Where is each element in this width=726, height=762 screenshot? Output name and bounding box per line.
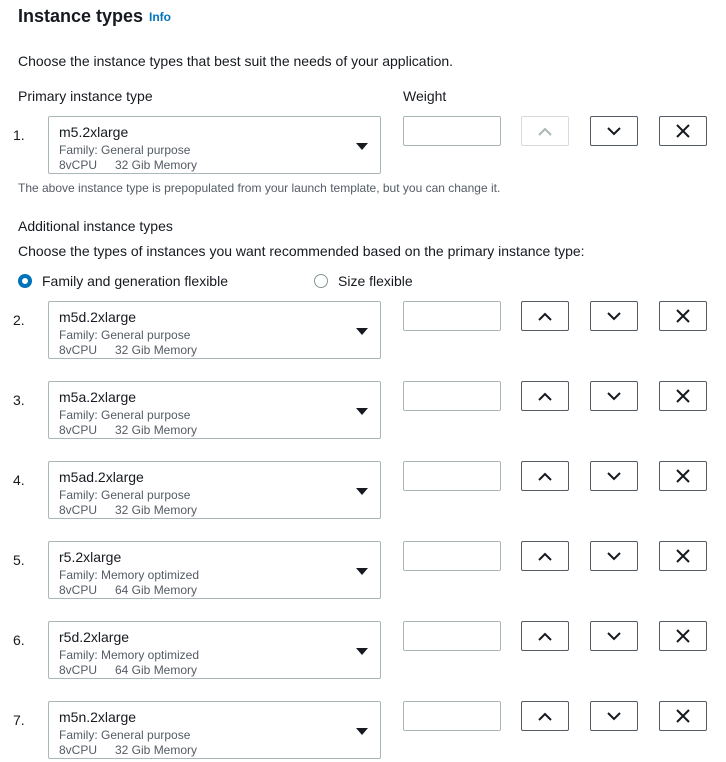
- chevron-up-icon: [538, 127, 552, 136]
- chevron-up-icon: [538, 392, 552, 401]
- row-number: 2.: [13, 312, 25, 328]
- instance-name: m5ad.2xlarge: [59, 469, 144, 485]
- chevron-down-icon: [607, 552, 621, 561]
- caret-down-icon: [356, 648, 368, 655]
- move-up-button[interactable]: [521, 381, 569, 411]
- row-number: 1.: [13, 127, 25, 143]
- instance-name: m5a.2xlarge: [59, 389, 137, 405]
- remove-button[interactable]: [659, 301, 707, 331]
- caret-down-icon: [356, 143, 368, 150]
- move-down-button[interactable]: [590, 701, 638, 731]
- radio-size-flexible[interactable]: [314, 274, 328, 288]
- close-icon: [676, 309, 690, 323]
- instance-memory: 64 Gib Memory: [115, 583, 198, 597]
- move-down-button[interactable]: [590, 381, 638, 411]
- instance-name: r5.2xlarge: [59, 549, 122, 565]
- radio-size-flexible-label[interactable]: Size flexible: [338, 273, 413, 289]
- instance-type-select[interactable]: [48, 621, 381, 679]
- remove-button[interactable]: [659, 701, 707, 731]
- instance-memory: 32 Gib Memory: [115, 743, 198, 757]
- instance-type-select[interactable]: [48, 701, 381, 759]
- close-icon: [676, 549, 690, 563]
- chevron-down-icon: [607, 127, 621, 136]
- prepopulated-hint: The above instance type is prepopulated from your launch template, but you can change it.: [18, 181, 501, 195]
- move-down-button[interactable]: [590, 541, 638, 571]
- weight-input[interactable]: [403, 541, 501, 571]
- row-number: 3.: [13, 392, 25, 408]
- primary-instance-label: Primary instance type: [18, 88, 153, 104]
- instance-family: Family: General purpose: [59, 143, 191, 157]
- instance-name: m5n.2xlarge: [59, 709, 137, 725]
- move-down-button[interactable]: [590, 621, 638, 651]
- close-icon: [676, 124, 690, 138]
- chevron-up-icon: [538, 312, 552, 321]
- chevron-up-icon: [538, 472, 552, 481]
- row-number: 6.: [13, 632, 25, 648]
- weight-input[interactable]: [403, 621, 501, 651]
- chevron-up-icon: [538, 552, 552, 561]
- instance-family: Family: Memory optimized: [59, 648, 200, 662]
- move-up-button[interactable]: [521, 701, 569, 731]
- weight-input[interactable]: [403, 701, 501, 731]
- instance-cpu: 8vCPU: [59, 423, 98, 437]
- instance-name: r5d.2xlarge: [59, 629, 130, 645]
- move-down-button[interactable]: [590, 461, 638, 491]
- row-number: 5.: [13, 552, 25, 568]
- weight-input[interactable]: [403, 116, 501, 146]
- close-icon: [676, 629, 690, 643]
- instance-family: Family: General purpose: [59, 488, 191, 502]
- weight-label: Weight: [403, 88, 447, 104]
- move-down-button[interactable]: [590, 301, 638, 331]
- remove-button[interactable]: [659, 116, 707, 146]
- instance-family: Family: General purpose: [59, 728, 191, 742]
- row-number: 4.: [13, 472, 25, 488]
- chevron-down-icon: [607, 712, 621, 721]
- section-title: Instance types: [18, 6, 144, 26]
- instance-memory: 32 Gib Memory: [115, 503, 198, 517]
- instance-cpu: 8vCPU: [59, 743, 98, 757]
- close-icon: [676, 469, 690, 483]
- move-up-button: [521, 116, 569, 146]
- move-up-button[interactable]: [521, 541, 569, 571]
- additional-instances-label: Additional instance types: [18, 218, 173, 234]
- instance-type-select[interactable]: [48, 541, 381, 599]
- instance-memory: 32 Gib Memory: [115, 158, 198, 172]
- instance-type-select[interactable]: [48, 116, 381, 174]
- instance-family: Family: Memory optimized: [59, 568, 200, 582]
- instance-memory: 32 Gib Memory: [115, 423, 198, 437]
- weight-input[interactable]: [403, 301, 501, 331]
- instance-type-select[interactable]: [48, 301, 381, 359]
- instance-cpu: 8vCPU: [59, 583, 98, 597]
- chevron-up-icon: [538, 632, 552, 641]
- instance-type-select[interactable]: [48, 381, 381, 439]
- remove-button[interactable]: [659, 541, 707, 571]
- chevron-down-icon: [607, 392, 621, 401]
- chevron-down-icon: [607, 472, 621, 481]
- instance-name: m5d.2xlarge: [59, 309, 137, 325]
- caret-down-icon: [356, 408, 368, 415]
- close-icon: [676, 389, 690, 403]
- instance-cpu: 8vCPU: [59, 503, 98, 517]
- section-description: Choose the instance types that best suit the needs of your application.: [18, 53, 454, 69]
- move-down-button[interactable]: [590, 116, 638, 146]
- radio-family-generation-flexible[interactable]: [18, 274, 32, 288]
- instance-type-select[interactable]: [48, 461, 381, 519]
- caret-down-icon: [356, 488, 368, 495]
- instance-memory: 32 Gib Memory: [115, 343, 198, 357]
- move-up-button[interactable]: [521, 301, 569, 331]
- instance-family: Family: General purpose: [59, 408, 191, 422]
- remove-button[interactable]: [659, 381, 707, 411]
- weight-input[interactable]: [403, 381, 501, 411]
- caret-down-icon: [356, 728, 368, 735]
- row-number: 7.: [13, 712, 25, 728]
- remove-button[interactable]: [659, 621, 707, 651]
- instance-name: m5.2xlarge: [59, 124, 129, 140]
- additional-instances-description: Choose the types of instances you want recommended based on the primary instance type:: [18, 243, 585, 259]
- instance-cpu: 8vCPU: [59, 158, 98, 172]
- instance-cpu: 8vCPU: [59, 343, 98, 357]
- radio-family-generation-flexible-label[interactable]: Family and generation flexible: [42, 273, 228, 289]
- caret-down-icon: [356, 328, 368, 335]
- instance-memory: 64 Gib Memory: [115, 663, 198, 677]
- chevron-down-icon: [607, 632, 621, 641]
- close-icon: [676, 709, 690, 723]
- move-up-button[interactable]: [521, 461, 569, 491]
- chevron-up-icon: [538, 712, 552, 721]
- instance-family: Family: General purpose: [59, 328, 191, 342]
- move-up-button[interactable]: [521, 621, 569, 651]
- caret-down-icon: [356, 568, 368, 575]
- remove-button[interactable]: [659, 461, 707, 491]
- chevron-down-icon: [607, 312, 621, 321]
- info-link[interactable]: Info: [149, 10, 171, 24]
- weight-input[interactable]: [403, 461, 501, 491]
- instance-cpu: 8vCPU: [59, 663, 98, 677]
